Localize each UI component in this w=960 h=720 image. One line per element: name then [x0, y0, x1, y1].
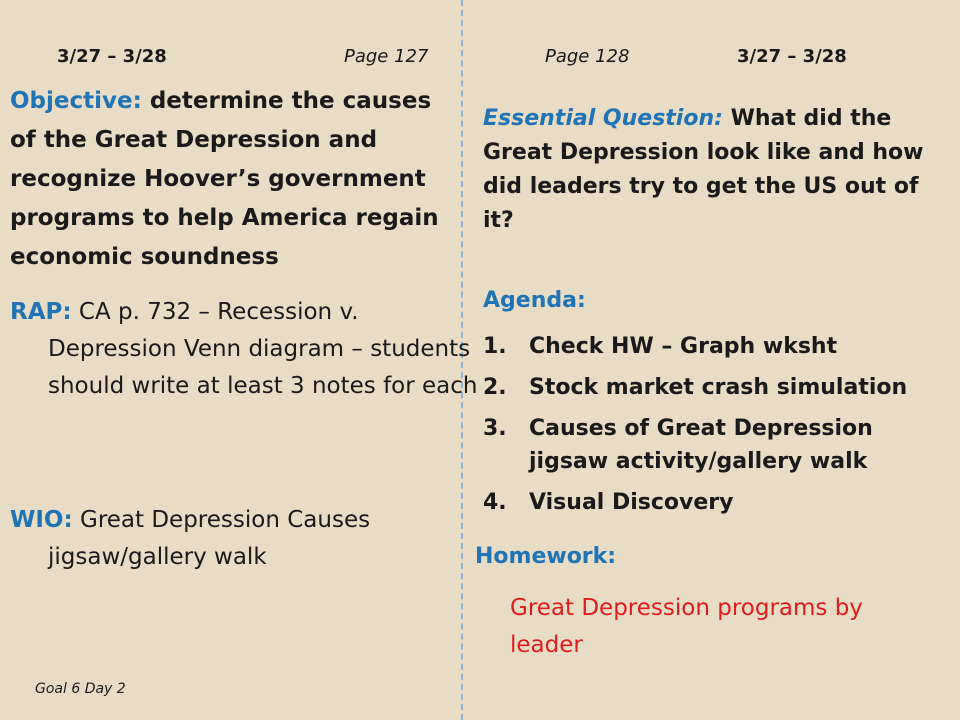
objective-block — [10, 82, 455, 277]
essential-question-text: What did the Great Depression look like and how did leaders try to get the US out of it? — [483, 106, 924, 233]
agenda-title: Agenda: — [483, 288, 586, 313]
wio-text: Great Depression Causes jigsaw/gallery walk — [48, 507, 371, 570]
agenda-item-number: 2. — [483, 375, 507, 400]
agenda-item-number: 4. — [483, 490, 507, 515]
objective-label: Objective: — [10, 88, 142, 114]
right-header-page-text: Page 128 — [545, 46, 630, 67]
homework-text: Great Depression programs by leader — [510, 595, 863, 658]
agenda-list — [483, 330, 943, 527]
wio-label: WIO: — [10, 507, 73, 533]
left-header-page — [344, 46, 428, 67]
left-header-page-text: Page 127 — [344, 46, 429, 67]
right-header-page — [545, 46, 629, 67]
agenda-item — [483, 371, 943, 404]
right-header-date: 3/27 – 3/28 — [737, 46, 847, 67]
agenda-item-text: Causes of Great Depression jigsaw activity/gallery walk — [529, 416, 873, 474]
homework-title: Homework: — [475, 544, 617, 569]
wio-block — [10, 502, 494, 576]
agenda-item-text: Visual Discovery — [529, 490, 734, 515]
rap-block — [10, 294, 494, 405]
agenda-item-number: 1. — [483, 334, 507, 359]
agenda-item-text: Check HW – Graph wksht — [529, 334, 838, 359]
rap-label: RAP: — [10, 299, 72, 325]
agenda-item-number: 3. — [483, 416, 507, 441]
agenda-item-text: Stock market crash simulation — [529, 375, 908, 400]
goal-day-footer: Goal 6 Day 2 — [35, 681, 126, 697]
essential-question-label: Essential Question: — [483, 106, 723, 131]
agenda-item — [483, 486, 943, 519]
essential-question-block — [483, 102, 938, 238]
agenda-item — [483, 330, 943, 363]
rap-text: CA p. 732 – Recession v. Depression Venn diagram – students should write at least 3 notes for each — [48, 299, 478, 399]
agenda-item — [483, 412, 943, 478]
objective-text: determine the causes of the Great Depression and recognize Hoover’s government programs to help America regain economic soundness — [10, 88, 439, 270]
left-header-date: 3/27 – 3/28 — [57, 46, 167, 67]
